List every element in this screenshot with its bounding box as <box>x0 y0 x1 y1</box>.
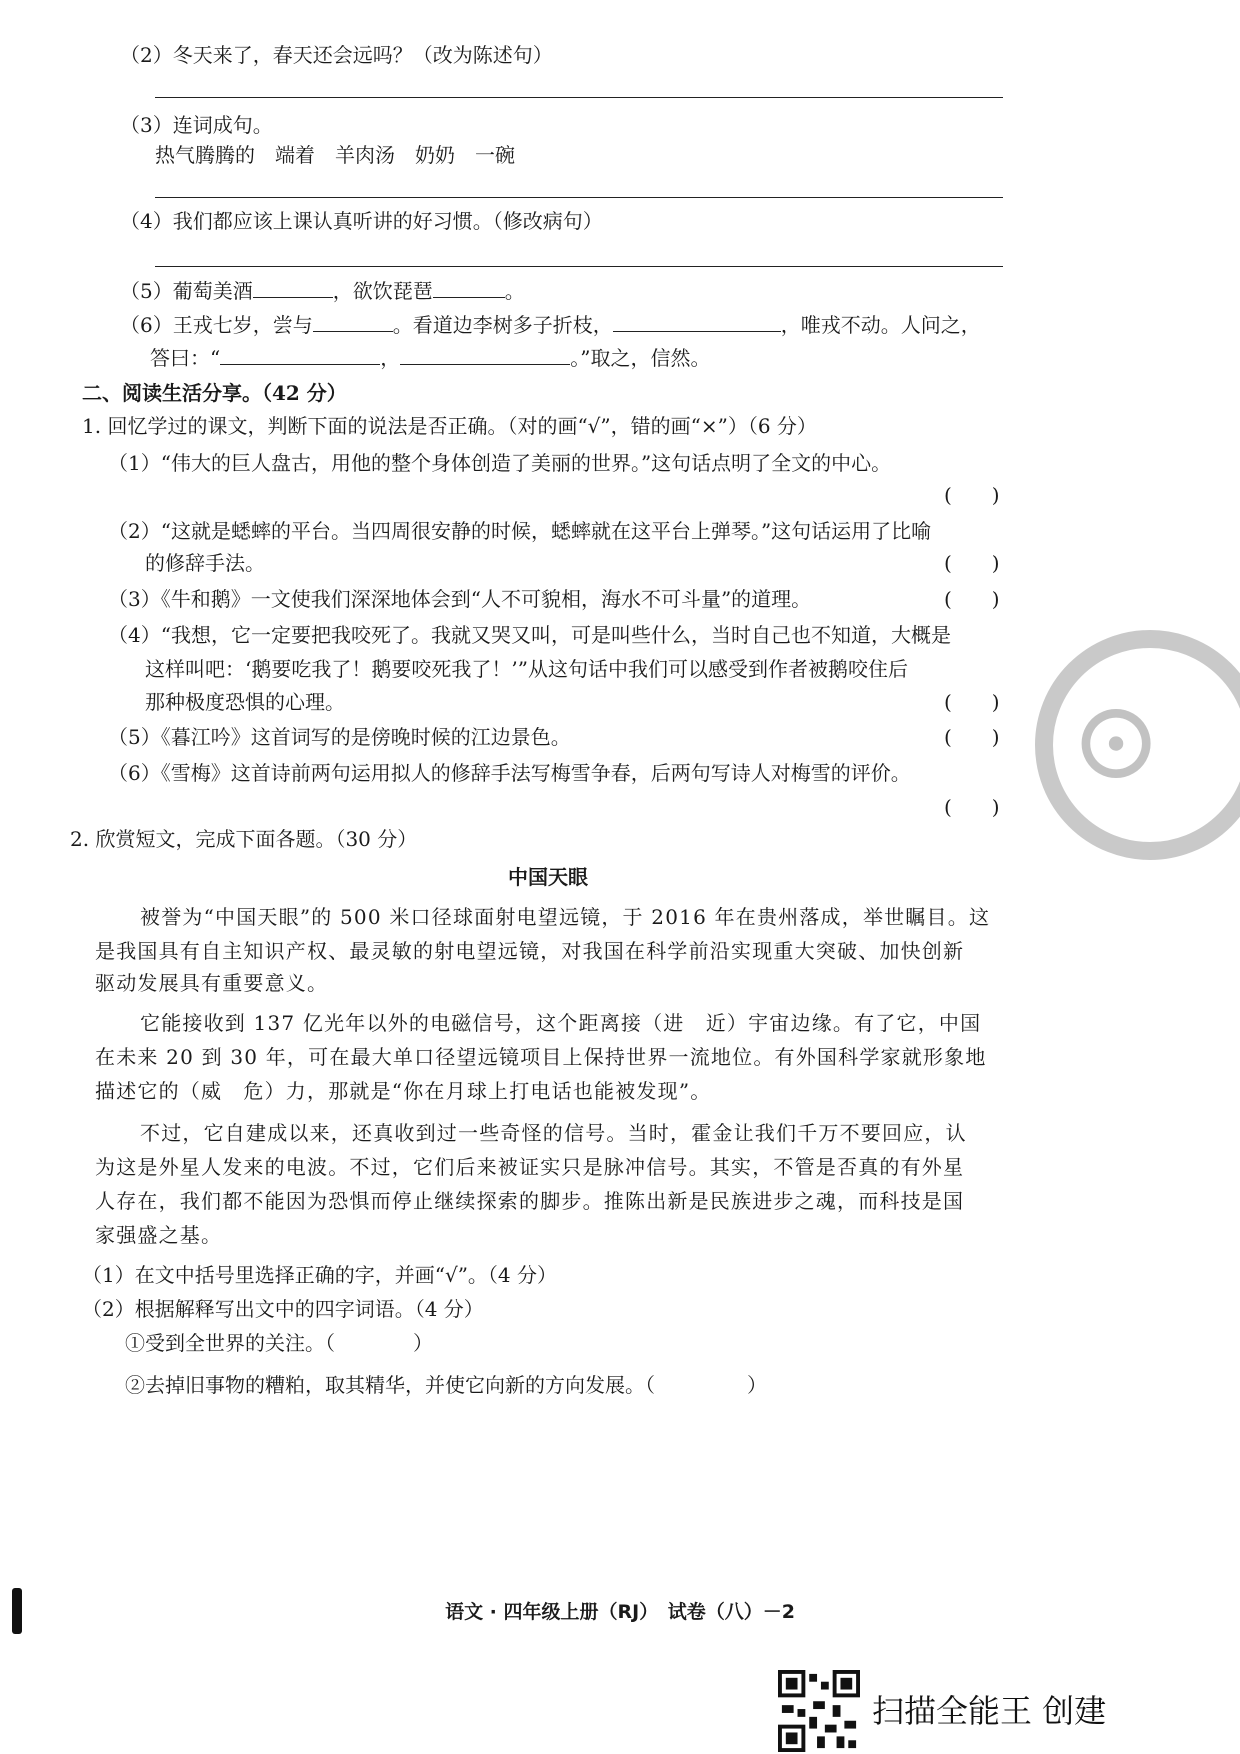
qr-code-icon <box>778 1670 860 1752</box>
q6-line-2 <box>150 345 710 371</box>
fill-blank <box>613 313 781 332</box>
answer-paren: ( ) <box>944 725 1000 749</box>
passage-line: 被誉为“中国天眼”的 500 米口径球面射电望远镜，于 2016 年在贵州落成，举世瞩目。这 <box>140 905 991 929</box>
passage-line: 家强盛之基。 <box>95 1223 223 1247</box>
q6-part-d: 答曰：“ <box>150 346 221 370</box>
task-2-item-1-text: ①受到全世界的关注。（ <box>125 1331 335 1355</box>
passage-line: 描述它的（威 危）力，那就是“你在月球上打电话也能被发现”。 <box>95 1079 712 1103</box>
fill-blank <box>433 279 505 298</box>
q6-part-a: （6）王戎七岁，尝与 <box>120 313 313 337</box>
task-2: （2）根据解释写出文中的四字词语。（4 分） <box>82 1297 484 1321</box>
seal-mark: ⊙ <box>1070 676 1163 804</box>
q2-heading: 2. 欣赏短文，完成下面各题。（30 分） <box>70 827 418 851</box>
q6-line-1 <box>120 312 981 338</box>
task-1: （1）在文中括号里选择正确的字，并画“√”。（4 分） <box>82 1263 557 1287</box>
passage-line: 人存在，我们都不能因为恐惧而停止继续探索的脚步。推陈出新是民族进步之魂，而科技是国 <box>95 1189 965 1213</box>
q6-part-b: 。看道边李树多子折枝， <box>392 313 613 337</box>
judge-item-4a: （4）“我想，它一定要把我咬死了。我就又哭又叫，可是叫些什么，当时自己也不知道，大概是 <box>108 623 951 647</box>
answer-paren: ( ) <box>944 587 1000 611</box>
page-footer: 语文 · 四年级上册（RJ） 试卷（八）－2 <box>445 1601 795 1623</box>
judge-item-6: （6）《雪梅》这首诗前两句运用拟人的修辞手法写梅雪争春，后两句写诗人对梅雪的评价。 <box>108 761 911 785</box>
judge-item-2a: （2）“这就是蟋蟀的平台。当四周很安静的时候，蟋蟀就在这平台上弹琴。”这句话运用了比喻 <box>108 519 932 543</box>
judge-item-5: （5）《暮江吟》这首词写的是傍晚时候的江边景色。 <box>108 725 571 749</box>
passage-line: 它能接收到 137 亿光年以外的电磁信号，这个距离接（进 近）宇宙边缘。有了它，中国 <box>140 1011 982 1035</box>
passage-line: 为这是外星人发来的电波。不过，它们后来被证实只是脉冲信号。其实，不管是否真的有外星 <box>95 1155 965 1179</box>
passage-line: 驱动发展具有重要意义。 <box>95 971 329 995</box>
answer-line <box>155 197 1003 198</box>
judge-item-2b: 的修辞手法。 <box>145 551 265 575</box>
fill-blank <box>313 313 393 332</box>
task-2-item-2-text: ②去掉旧事物的糟粕，取其精华，并使它向新的方向发展。（ <box>125 1373 655 1397</box>
fill-blank <box>220 346 380 365</box>
task-2-item-2 <box>125 1372 767 1398</box>
q6-part-c: ，唯戎不动。人问之， <box>780 313 981 337</box>
passage-title: 中国天眼 <box>508 865 588 889</box>
section2-heading: 二、阅读生活分享。（42 分） <box>82 381 347 405</box>
answer-paren: ( ) <box>944 483 1000 507</box>
q4-instruction: （4）我们都应该上课认真听讲的好习惯。（修改病句） <box>120 209 603 233</box>
q5-part-c: 。 <box>504 279 525 303</box>
task-2-item-2-close: ） <box>747 1373 767 1397</box>
q5-line <box>120 278 525 304</box>
q6-part-f: 。”取之，信然。 <box>570 346 711 370</box>
q1-instruction: 1. 回忆学过的课文，判断下面的说法是否正确。（对的画“√”，错的画“×”）（6 分） <box>82 414 817 438</box>
q3-words: 热气腾腾的 端着 羊肉汤 奶奶 一碗 <box>155 143 515 167</box>
answer-line <box>155 97 1003 98</box>
q5-part-b: ，欲饮琵琶 <box>332 279 433 303</box>
scanner-watermark: 扫描全能王 创建 <box>872 1692 1107 1730</box>
q6-part-e: ， <box>380 346 401 370</box>
passage-line: 不过，它自建成以来，还真收到过一些奇怪的信号。当时，霍金让我们千万不要回应，认 <box>140 1121 967 1145</box>
fill-blank <box>253 279 333 298</box>
q5-part-a: （5）葡萄美酒 <box>120 279 253 303</box>
answer-paren: ( ) <box>944 690 1000 714</box>
passage-line: 是我国具有自主知识产权、最灵敏的射电望远镜，对我国在科学前沿实现重大突破、加快创新 <box>95 939 965 963</box>
q2-instruction: （2）冬天来了，春天还会远吗？（改为陈述句） <box>120 43 553 67</box>
answer-paren: ( ) <box>944 551 1000 575</box>
answer-line <box>155 266 1003 267</box>
judge-item-3: （3）《牛和鹅》一文使我们深深地体会到“人不可貌相，海水不可斗量”的道理。 <box>108 587 812 611</box>
judge-item-4b: 这样叫吧：‘鹅要吃我了！鹅要咬死我了！’”从这句话中我们可以感受到作者被鹅咬住后 <box>145 657 908 681</box>
task-2-item-1-close: ） <box>413 1331 433 1355</box>
answer-paren: ( ) <box>944 795 1000 819</box>
task-2-item-1 <box>125 1330 433 1356</box>
passage-line: 在未来 20 到 30 年，可在最大单口径望远镜项目上保持世界一流地位。有外国科学家就形象地 <box>95 1045 987 1069</box>
fill-blank <box>400 346 570 365</box>
q3-instruction: （3）连词成句。 <box>120 113 273 137</box>
judge-item-1: （1）“伟大的巨人盘古，用他的整个身体创造了美丽的世界。”这句话点明了全文的中心。 <box>108 451 892 475</box>
judge-item-4c: 那种极度恐惧的心理。 <box>145 690 345 714</box>
